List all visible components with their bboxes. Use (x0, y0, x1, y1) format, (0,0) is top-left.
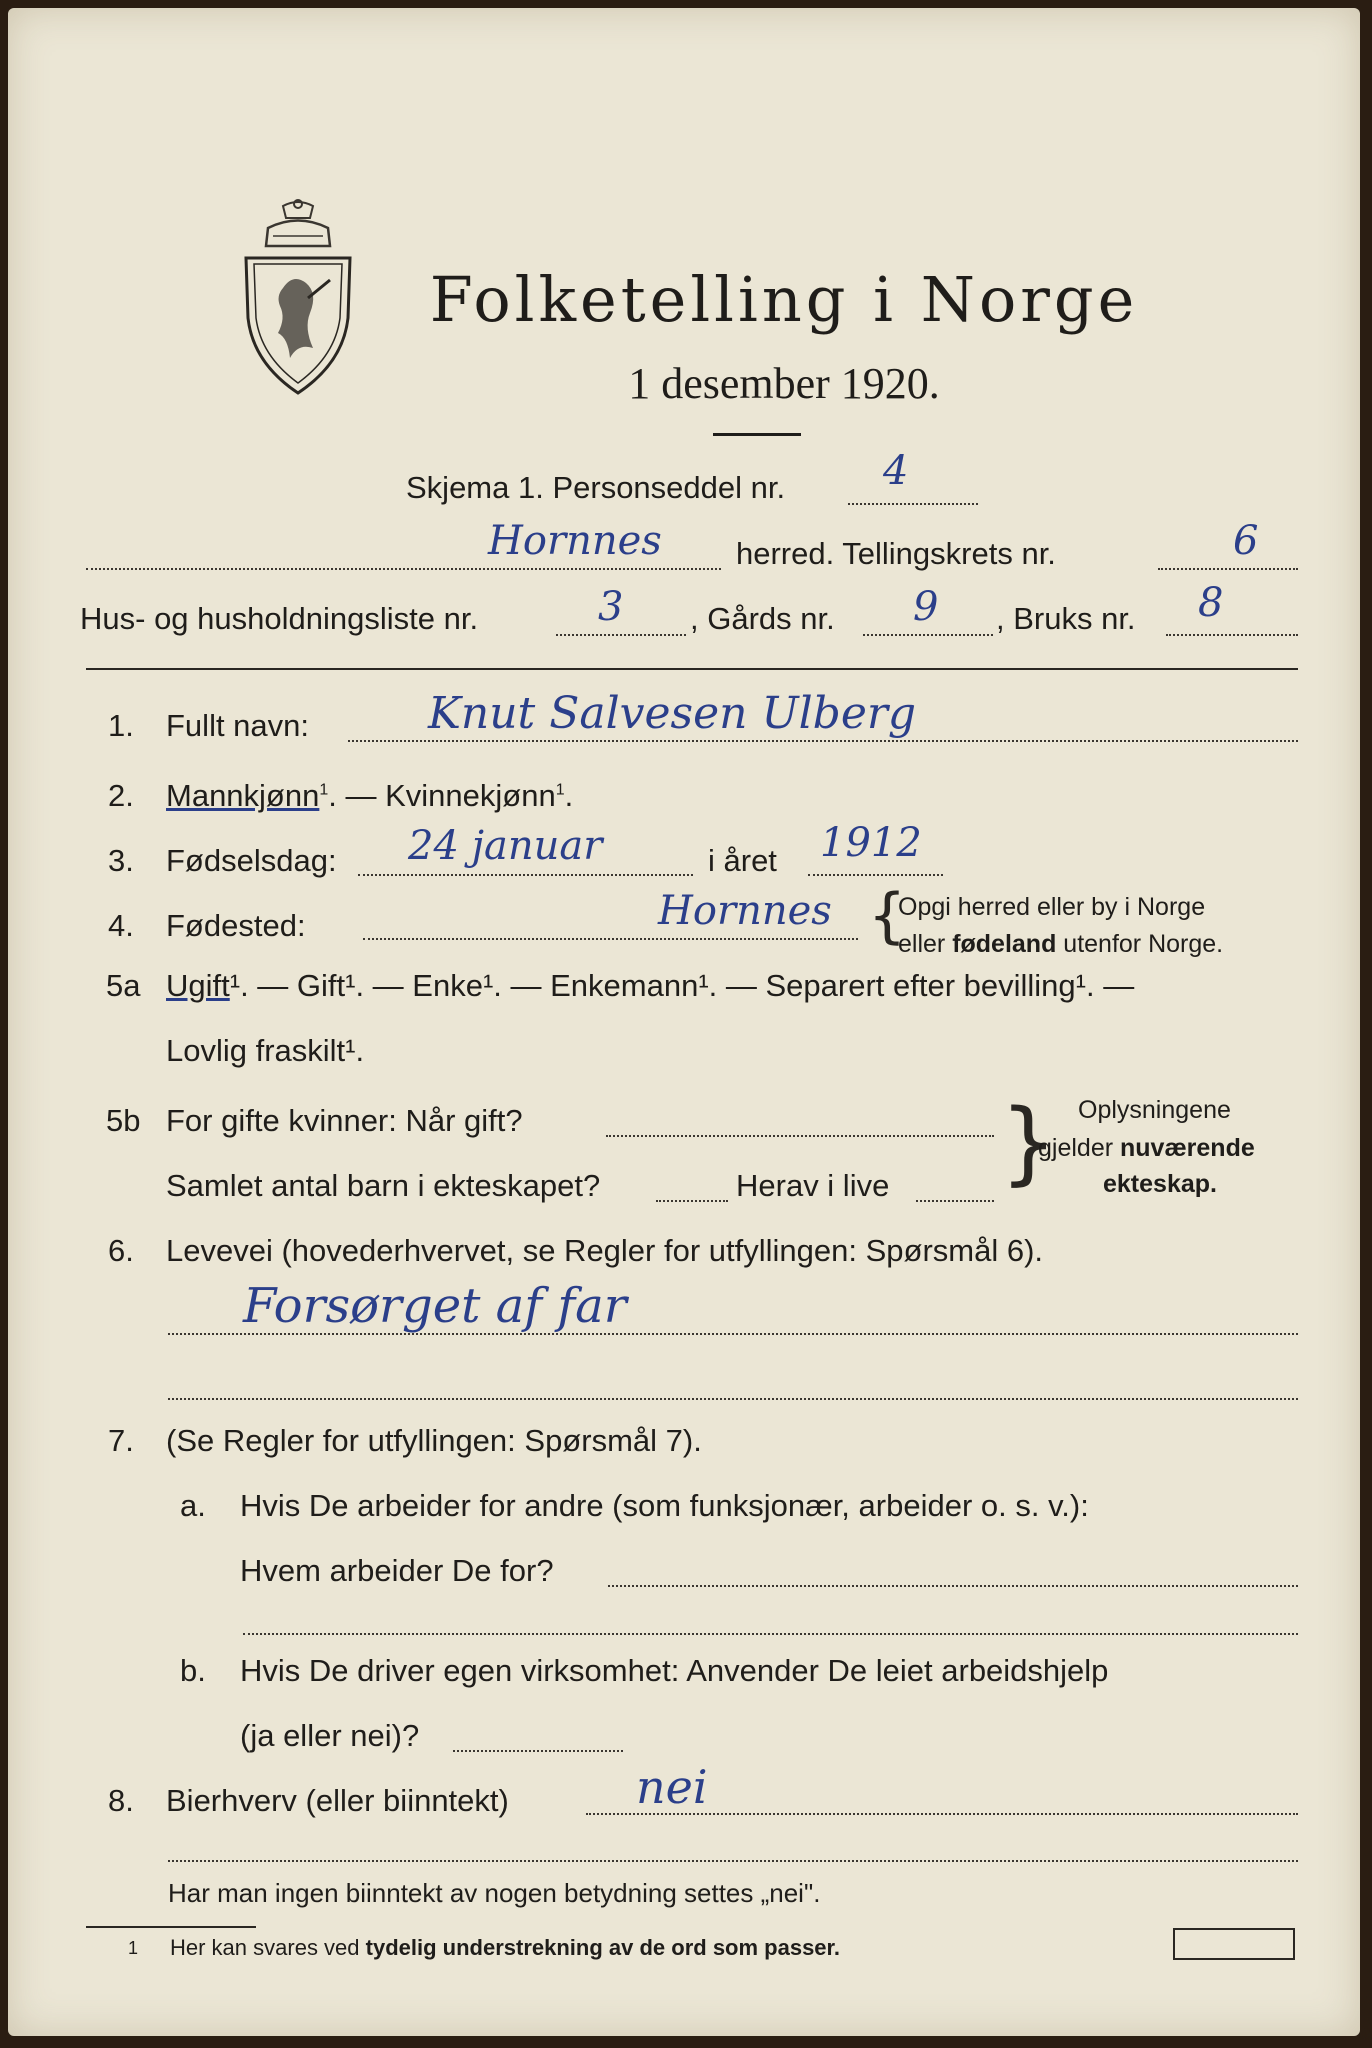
herred-label: herred. Tellingskrets nr. (736, 536, 1056, 571)
q2-end: . (564, 778, 574, 813)
bruks-value[interactable]: 8 (1198, 580, 1224, 626)
birth-day-value[interactable]: 24 januar (408, 823, 603, 869)
q5a-line2: Lovlig fraskilt¹. (166, 1033, 365, 1068)
full-name-value[interactable]: Knut Salvesen Ulberg (428, 688, 917, 739)
herred-line (86, 568, 721, 570)
footnote-number: 1 (128, 1938, 139, 1958)
q5a-options (166, 968, 1134, 1004)
footnote-b: tydelig understrekning av de ord som passer. (365, 1935, 841, 1960)
q4-line (363, 938, 858, 940)
q7a-letter: a. (180, 1488, 206, 1523)
q4-note-2c: utenfor Norge. (1056, 930, 1224, 958)
bruks-line (1166, 634, 1298, 636)
q5b-children-line (656, 1200, 728, 1202)
q5b-label2: Samlet antal barn i ekteskapet? (166, 1168, 601, 1203)
q2-separator: . — (328, 778, 386, 813)
q2-number: 2. (108, 778, 134, 813)
q2-sex-options (166, 778, 573, 814)
q6-line2 (168, 1398, 1298, 1400)
footnote-a: Her kan svares ved (170, 1935, 366, 1960)
hus-value[interactable]: 3 (598, 584, 624, 630)
q4-note-line2 (898, 930, 1223, 959)
bruks-label: , Bruks nr. (996, 601, 1136, 636)
q5b-number: 5b (106, 1103, 141, 1138)
census-date: 1 desember 1920. (628, 359, 940, 408)
q5b-when-line (606, 1135, 994, 1137)
q7-number: 7. (108, 1423, 134, 1458)
occupation-value[interactable]: Forsørget af far (243, 1278, 627, 1334)
q8-number: 8. (108, 1783, 134, 1818)
q5a-rest: ¹. — Gift¹. — Enke¹. — Enkemann¹. — Separert efter bevilling¹. — (229, 968, 1135, 1003)
q7a-line2 (243, 1633, 1298, 1635)
q4-label: Fødested: (166, 908, 306, 943)
side-income-value[interactable]: nei (636, 1760, 708, 1814)
q7b-text: Hvis De driver egen virksomhet: Anvender De leiet arbeidshjelp (240, 1653, 1109, 1688)
title-divider (713, 433, 801, 436)
q7b-line (453, 1750, 623, 1752)
hus-label: Hus- og husholdningsliste nr. (80, 601, 479, 636)
printer-stamp (1173, 1928, 1295, 1960)
q6-line1 (168, 1333, 1298, 1335)
q5b-label3: Herav i live (736, 1168, 890, 1203)
footnote-rule (86, 1926, 256, 1928)
q4-number: 4. (108, 908, 134, 943)
q7b-question: (ja eller nei)? (240, 1718, 420, 1753)
hus-line (556, 634, 686, 636)
krets-line (1158, 568, 1298, 570)
schema-nr-value[interactable]: 4 (883, 448, 909, 494)
q5b-note3: ekteskap. (1103, 1170, 1217, 1198)
q5b-note2b: nuværende (1120, 1134, 1255, 1162)
q5b-note2 (1038, 1134, 1255, 1163)
birth-year-value[interactable]: 1912 (820, 820, 922, 866)
q5b-brace: } (1000, 1090, 1058, 1195)
q3-year-label: i året (708, 843, 777, 878)
q1-label: Fullt navn: (166, 708, 310, 743)
q4-note-2b: fødeland (952, 930, 1057, 958)
gards-value[interactable]: 9 (913, 584, 939, 630)
q7a-line1 (608, 1585, 1298, 1587)
q5b-alive-line (916, 1200, 994, 1202)
q2-footnote-mark-1: 1 (319, 781, 329, 799)
q1-line (348, 740, 1298, 742)
q6-number: 6. (108, 1233, 134, 1268)
q5b-note2a: gjelder (1038, 1134, 1120, 1162)
option-male[interactable]: Mannkjønn (166, 778, 320, 813)
q8-line2 (168, 1860, 1298, 1862)
q4-brace: { (868, 881, 907, 951)
section-divider (86, 668, 1298, 670)
q7-label: (Se Regler for utfyllingen: Spørsmål 7). (166, 1423, 702, 1458)
footnote-text (170, 1935, 840, 1961)
q8-label: Bierhverv (eller biinntekt) (166, 1783, 509, 1818)
form-title: Folketelling i Norge (429, 263, 1139, 336)
q7a-question: Hvem arbeider De for? (240, 1553, 554, 1588)
option-ugift[interactable]: Ugift (166, 968, 230, 1003)
q7b-letter: b. (180, 1653, 206, 1688)
q3-number: 3. (108, 843, 134, 878)
q6-label: Levevei (hovederhvervet, se Regler for utfyllingen: Spørsmål 6). (166, 1233, 1044, 1268)
q3-year-line (808, 874, 943, 876)
q4-note-line1: Opgi herred eller by i Norge (898, 893, 1206, 921)
nei-instruction: Har man ingen biinntekt av nogen betydning settes „nei". (168, 1878, 821, 1908)
q1-number: 1. (108, 708, 134, 743)
q5b-label1: For gifte kvinner: Når gift? (166, 1103, 523, 1138)
schema-label: Skjema 1. Personseddel nr. (406, 470, 786, 505)
q3-day-line (358, 874, 693, 876)
krets-value[interactable]: 6 (1233, 518, 1259, 564)
census-form (8, 8, 1360, 2036)
q3-label: Fødselsdag: (166, 843, 337, 878)
gards-label: , Gårds nr. (690, 601, 835, 636)
q5a-number: 5a (106, 968, 141, 1003)
q2-footnote-mark-2: 1 (555, 781, 565, 799)
q4-note-2a: eller (898, 930, 953, 958)
option-female[interactable]: Kvinnekjønn (385, 778, 556, 813)
q7a-text: Hvis De arbeider for andre (som funksjonær, arbeider o. s. v.): (240, 1488, 1089, 1523)
birthplace-value[interactable]: Hornnes (658, 888, 832, 934)
gards-line (863, 634, 993, 636)
herred-value[interactable]: Hornnes (488, 518, 662, 564)
q5b-note1: Oplysningene (1078, 1096, 1231, 1124)
schema-nr-line (848, 503, 978, 505)
